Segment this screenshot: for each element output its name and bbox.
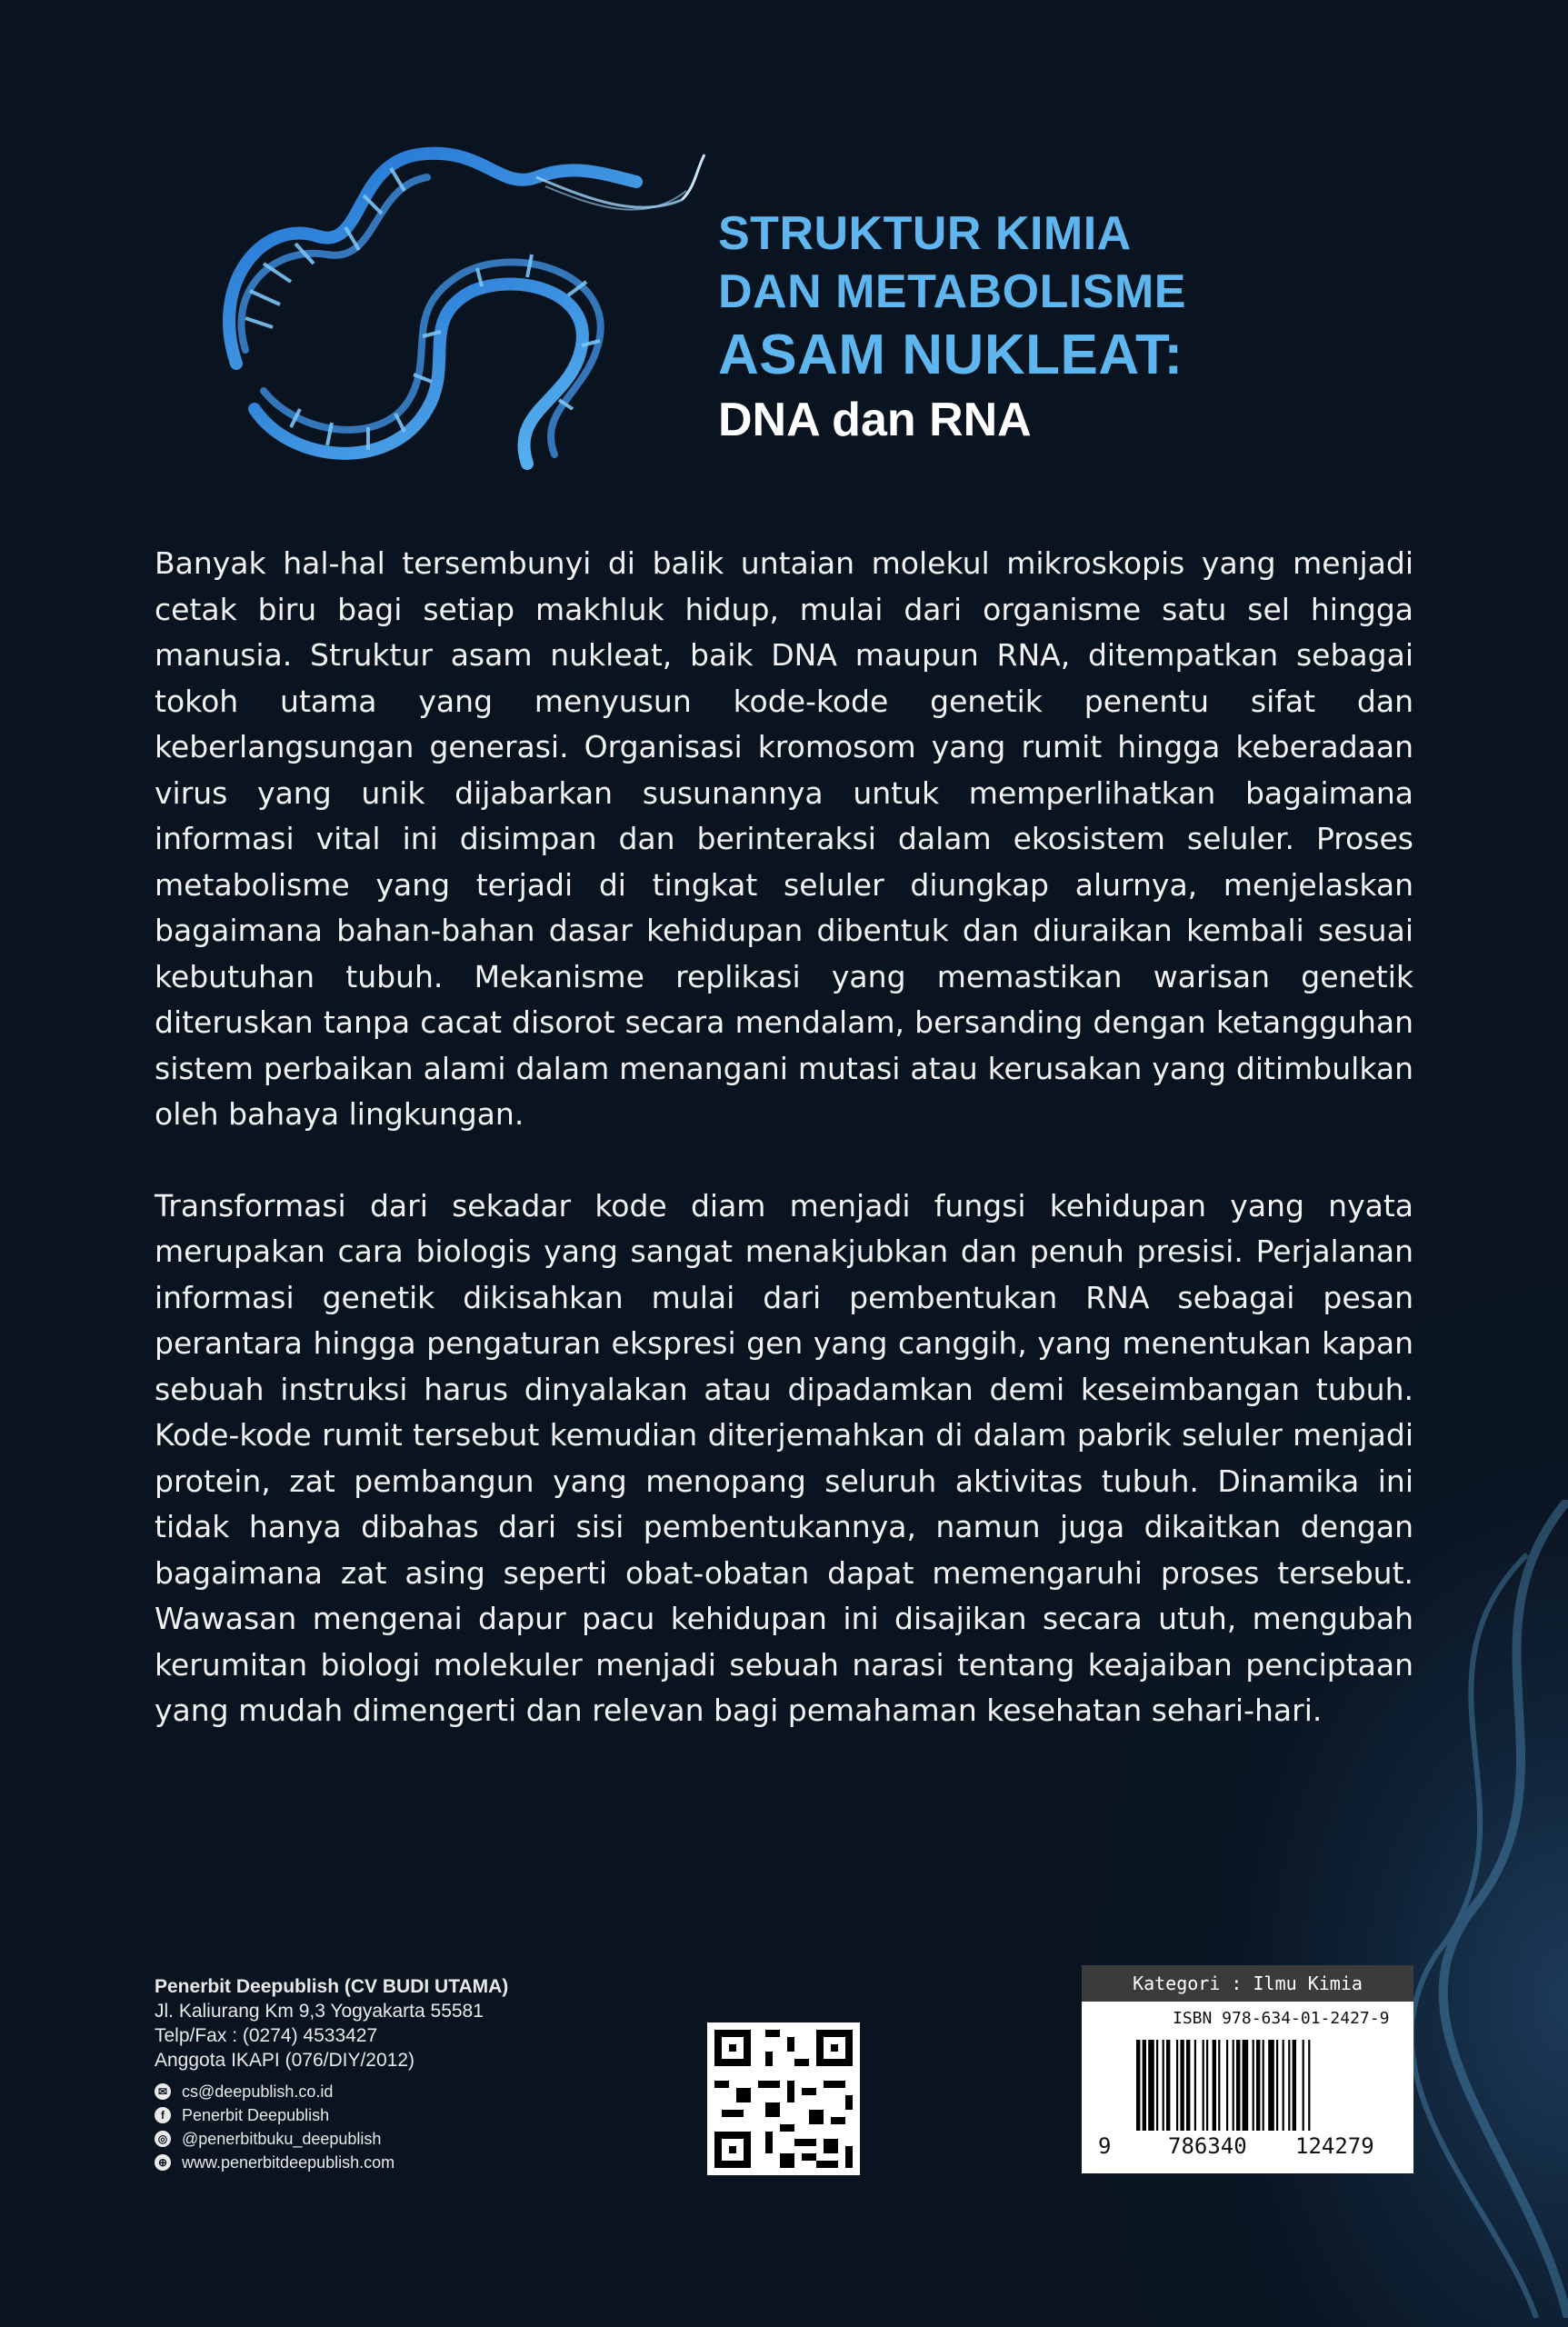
barcode-bar	[1233, 2040, 1234, 2131]
barcode-bar	[1276, 2040, 1278, 2131]
dna-helix-illustration	[209, 136, 754, 500]
barcode-bar	[1163, 2040, 1164, 2131]
publisher-membership: Anggota IKAPI (076/DIY/2012)	[155, 2050, 415, 2071]
book-synopsis	[155, 541, 1413, 1780]
contact-website-text[interactable]: www.penerbitdeepublish.com	[182, 2153, 395, 2172]
barcode-bar	[1288, 2040, 1290, 2131]
barcode-digit-group-2: 124279	[1295, 2133, 1374, 2159]
qr-code-pattern	[707, 2022, 860, 2175]
synopsis-paragraph-2: Transformasi dari sekadar kode diam menjadi fungsi kehidupan yang nyata merupakan cara biologis yang sangat menakjubkan dan penuh presisi. Perjalanan informasi genetik dikisahkan mulai dari pembentukan RNA sebagai pesan perantara hingga pengaturan ekspresi gen yang canggih, yang menentukan kapan sebuah instruksi harus dinyalakan atau dipadamkan demi keseimbangan tubuh. Kode-kode rumit tersebut kemudian diterjemahkan di dalam pabrik seluler menjadi protein, zat pembangun yang menopang seluruh aktivitas tubuh. Dinamika ini tidak hanya dibahas dari sisi pembentukannya, namun juga dikaitkan dengan bagaimana zat asing seperti obat-obatan dapat memengaruhi proses tersebut. Wawasan mengenai dapur pacu kehidupan ini disajikan secara utuh, mengubah kerumitan biologi molekuler menjadi sebuah narasi tentang keajaiban penciptaan yang mudah dimengerti dan relevan bagi pemahaman kesehatan sehari-hari.	[155, 1187, 1413, 1728]
contact-instagram	[155, 2127, 627, 2151]
barcode-bar	[1213, 2040, 1216, 2131]
barcode-bar	[1256, 2040, 1260, 2131]
barcode-bar	[1308, 2040, 1310, 2131]
barcode-bar	[1293, 2040, 1296, 2131]
mail-icon: ✉	[155, 2083, 171, 2100]
barcode-bar	[1194, 2040, 1196, 2131]
contact-email-text[interactable]: cs@deepublish.co.id	[182, 2082, 334, 2101]
barcode-bar	[1236, 2040, 1240, 2131]
contact-website	[155, 2151, 627, 2174]
title-line-4: DNA dan RNA	[718, 394, 1032, 446]
barcode-bar	[1226, 2040, 1228, 2131]
contact-instagram-text[interactable]: @penerbitbuku_deepublish	[182, 2130, 382, 2148]
barcode-bar	[1206, 2040, 1208, 2131]
barcode-bar	[1166, 2040, 1170, 2131]
qr-code[interactable]	[707, 2022, 860, 2175]
barcode-bar	[1136, 2040, 1140, 2131]
title-line-1	[718, 205, 1186, 263]
barcode-bar	[1143, 2040, 1146, 2131]
instagram-icon: ◎	[155, 2131, 171, 2147]
barcode-bar	[1148, 2040, 1154, 2131]
isbn-barcode-box	[1082, 1965, 1413, 2173]
barcode-bar	[1243, 2040, 1249, 2131]
title-word-kimia: KIMIA	[994, 207, 1132, 260]
publisher-address: Jl. Kaliurang Km 9,3 Yogyakarta 55581	[155, 2001, 484, 2022]
barcode-bar	[1303, 2040, 1304, 2131]
barcode-bar	[1180, 2040, 1183, 2131]
contact-email	[155, 2080, 627, 2103]
barcode-bar	[1186, 2040, 1190, 2131]
category-label: Kategori : Ilmu Kimia	[1082, 1965, 1413, 2002]
publisher-contacts	[155, 2080, 627, 2174]
contact-facebook-text[interactable]: Penerbit Deepublish	[182, 2106, 330, 2124]
barcode-bar	[1283, 2040, 1284, 2131]
barcode-bar	[1268, 2040, 1274, 2131]
title-line-3: ASAM NUKLEAT:	[718, 324, 1183, 386]
barcode-digit-first: 9	[1098, 2133, 1112, 2159]
title-line-2: DAN METABOLISME	[718, 265, 1186, 318]
publisher-name: Penerbit Deepublish (CV BUDI UTAMA)	[155, 1976, 509, 1997]
barcode-bar	[1156, 2040, 1158, 2131]
book-title	[718, 205, 1186, 450]
contact-facebook	[155, 2103, 627, 2127]
title-word-struktur: STRUKTUR	[718, 207, 995, 260]
isbn-number: ISBN 978-634-01-2427-9	[1173, 2009, 1390, 2028]
globe-icon: ⊕	[155, 2154, 171, 2171]
barcode-bar	[1263, 2040, 1264, 2131]
synopsis-paragraph-1: Banyak hal-hal tersembunyi di balik untaian molekul mikroskopis yang menjadi cetak biru bagi setiap makhluk hidup, mulai dari organisme satu sel hingga manusia. Struktur asam nukleat, baik DNA maupun RNA, ditempatkan sebagai tokoh utama yang menyusun kode-kode genetik penentu sifat dan keberlangsungan generasi. Organisasi kromosom yang rumit hingga keberadaan virus yang unik dijabarkan susunannya untuk memperlihatkan bagaimana informasi vital ini disimpan dan berinteraksi dalam ekosistem seluler. Proses metabolisme yang terjadi di tingkat seluler diungkap alurnya, menjelaskan bagaimana bahan-bahan dasar kehidupan dibentuk dan diuraikan kembali sesuai kebutuhan tubuh. Mekanisme replikasi yang memastikan warisan genetik diteruskan tanpa cacat disorot secara mendalam, bersanding dengan ketangguhan sistem perbaikan alami dalam menangani mutasi atau kerusakan yang ditimbulkan oleh bahaya lingkungan.	[155, 545, 1413, 1132]
barcode-bar	[1203, 2040, 1204, 2131]
facebook-icon: f	[155, 2107, 171, 2123]
publisher-info	[155, 1974, 627, 2174]
barcode-bar	[1253, 2040, 1254, 2131]
publisher-phone: Telp/Fax : (0274) 4533427	[155, 2025, 378, 2046]
barcode	[1136, 2040, 1400, 2131]
barcode-digit-group-1: 786340	[1168, 2133, 1247, 2159]
barcode-bar	[1218, 2040, 1220, 2131]
barcode-bar	[1176, 2040, 1178, 2131]
